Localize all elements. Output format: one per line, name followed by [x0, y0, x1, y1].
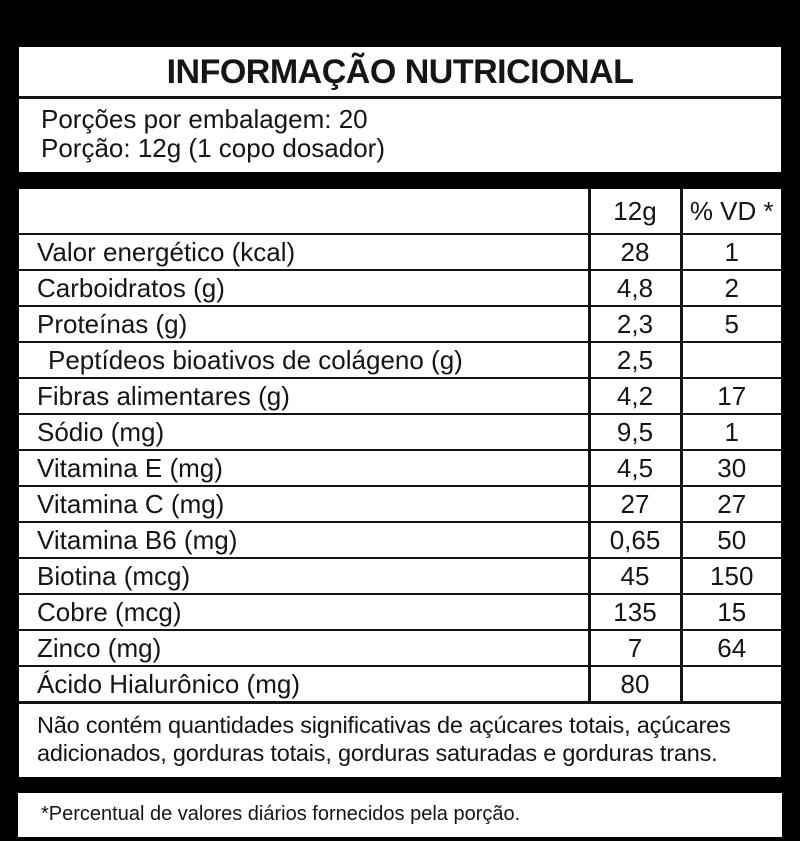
nutrient-amount: 2,3	[589, 306, 681, 342]
nutrient-name: Proteínas (g)	[19, 306, 589, 342]
servings-per-package: Porções por embalagem: 20	[41, 104, 368, 134]
footnote-panel	[14, 789, 786, 841]
nutrient-dv: 50	[681, 522, 781, 558]
table-row	[19, 666, 781, 703]
header-nutrient	[19, 189, 589, 234]
nutrient-dv: 2	[681, 270, 781, 306]
table-row	[19, 486, 781, 522]
nutrient-amount: 4,5	[589, 450, 681, 486]
nutrient-name: Vitamina C (mg)	[19, 486, 589, 522]
table-note-row	[19, 703, 781, 778]
nutrient-dv: 17	[681, 378, 781, 414]
nutrient-dv: 15	[681, 594, 781, 630]
nutrient-dv: 1	[681, 234, 781, 270]
nutrient-dv: 64	[681, 630, 781, 666]
nutrient-amount: 135	[589, 594, 681, 630]
table-row	[19, 522, 781, 558]
no-significant-amounts-note: Não contém quantidades significativas de açúcares totais, açúcares adicionados, gorduras totais, gorduras saturadas e gorduras trans.	[37, 712, 731, 766]
table-row	[19, 234, 781, 270]
nutrient-name: Vitamina E (mg)	[19, 450, 589, 486]
table-row	[19, 378, 781, 414]
nutrient-name: Valor energético (kcal)	[19, 234, 589, 270]
nutrient-amount: 9,5	[589, 414, 681, 450]
nutrient-dv: 1	[681, 414, 781, 450]
title-panel	[14, 42, 786, 177]
nutrient-dv	[681, 666, 781, 703]
nutrient-dv: 30	[681, 450, 781, 486]
nutrient-amount: 28	[589, 234, 681, 270]
label-title: INFORMAÇÃO NUTRICIONAL	[166, 53, 634, 91]
nutrient-name: Cobre (mcg)	[19, 594, 589, 630]
nutrient-amount: 2,5	[589, 342, 681, 378]
nutrient-amount: 4,8	[589, 270, 681, 306]
nutrient-dv	[681, 342, 781, 378]
table-row	[19, 342, 781, 378]
nutrient-amount: 0,65	[589, 522, 681, 558]
nutrient-name: Carboidratos (g)	[19, 270, 589, 306]
daily-values-footnote: *Percentual de valores diários fornecidos pela porção.	[41, 803, 521, 825]
nutrient-amount: 4,2	[589, 378, 681, 414]
nutrient-amount: 80	[589, 666, 681, 703]
table-row	[19, 270, 781, 306]
nutrient-dv: 27	[681, 486, 781, 522]
nutrient-name: Vitamina B6 (mg)	[19, 522, 589, 558]
nutrient-name: Peptídeos bioativos de colágeno (g)	[19, 342, 589, 378]
portion-size: Porção: 12g (1 copo dosador)	[41, 133, 385, 163]
nutrient-name: Ácido Hialurônico (mg)	[19, 666, 589, 703]
nutrient-amount: 27	[589, 486, 681, 522]
nutrient-name: Biotina (mcg)	[19, 558, 589, 594]
header-daily-value: % VD *	[681, 189, 781, 234]
nutrition-table-panel	[14, 184, 786, 782]
header-amount: 12g	[589, 189, 681, 234]
nutrient-dv: 150	[681, 558, 781, 594]
table-row	[19, 558, 781, 594]
nutrient-dv: 5	[681, 306, 781, 342]
table-body	[19, 234, 781, 703]
nutrition-table	[19, 189, 781, 777]
table-row	[19, 414, 781, 450]
nutrient-name: Sódio (mg)	[19, 414, 589, 450]
table-header-row	[19, 189, 781, 234]
nutrient-amount: 7	[589, 630, 681, 666]
table-row	[19, 306, 781, 342]
table-row	[19, 450, 781, 486]
table-row	[19, 594, 781, 630]
servings-block	[19, 99, 781, 172]
table-row	[19, 630, 781, 666]
nutrient-amount: 45	[589, 558, 681, 594]
nutrient-name: Zinco (mg)	[19, 630, 589, 666]
nutrient-name: Fibras alimentares (g)	[19, 378, 589, 414]
